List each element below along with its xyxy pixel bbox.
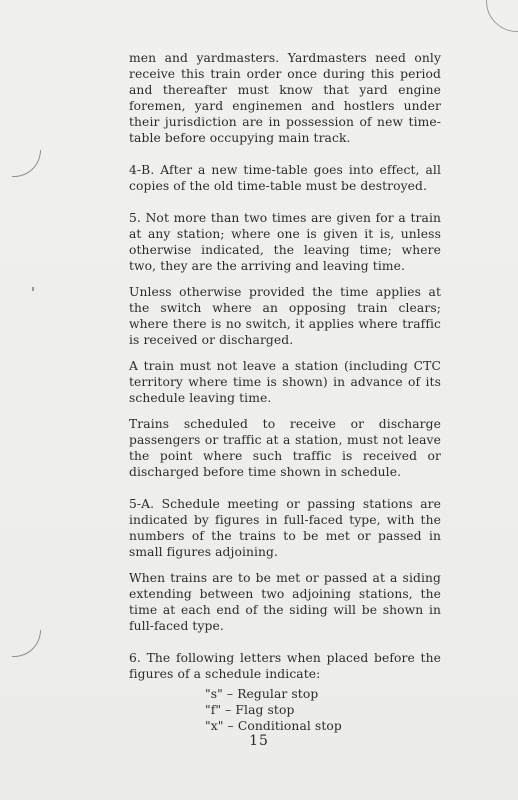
paragraph-yardmasters: men and yardmasters. Yardmasters need only receive this train order once during this period and thereafter must know that yard engine foremen, yard enginemen and hostlers under their jurisdiction are in possession of new time-table before occupying main track. — [129, 51, 441, 145]
paragraph-leave-station: A train must not leave a station (including CTC territory where time is shown) in advance of its schedule leaving time. — [129, 359, 441, 405]
paragraph-switch-time: Unless otherwise provided the time applies at the switch where an opposing train clears; where there is no switch, it applies where traffic is received or discharged. — [129, 285, 441, 347]
schedule-letter-list — [129, 686, 441, 734]
paragraph-scheduled-passengers: Trains scheduled to receive or discharge passengers or traffic at a station, must not leave the point where such traffic is received or discharged before time shown in schedule. — [129, 417, 441, 479]
paragraph-rule-6: 6. The following letters when placed before the figures of a schedule indicate: — [129, 651, 441, 681]
paragraph-rule-4b: 4-B. After a new time-table goes into effect, all copies of the old time-table must be destroyed. — [129, 163, 441, 193]
paragraph-rule-5a: 5-A. Schedule meeting or passing stations are indicated by figures in full-faced type, with the numbers of the trains to be met or passed in small figures adjoining. — [129, 497, 441, 559]
letter-conditional-stop: "x" – Conditional stop — [205, 719, 342, 733]
page-corner-curl — [486, 0, 518, 32]
page-body — [129, 50, 441, 734]
binding-hole-mark-bottom — [12, 630, 41, 657]
paragraph-siding: When trains are to be met or passed at a siding extending between two adjoining stations, the time at each end of the siding will be shown in full-faced type. — [129, 571, 441, 633]
letter-flag-stop: "f" – Flag stop — [205, 703, 295, 717]
paragraph-rule-5: 5. Not more than two times are given for a train at any station; where one is given it is, unless otherwise indicated, the leaving time; where two, they are the arriving and leaving time. — [129, 211, 441, 273]
paper-speck — [32, 287, 34, 291]
page-number: 15 — [249, 733, 269, 749]
letter-regular-stop: "s" – Regular stop — [205, 687, 319, 701]
binding-hole-mark-top — [12, 150, 41, 177]
